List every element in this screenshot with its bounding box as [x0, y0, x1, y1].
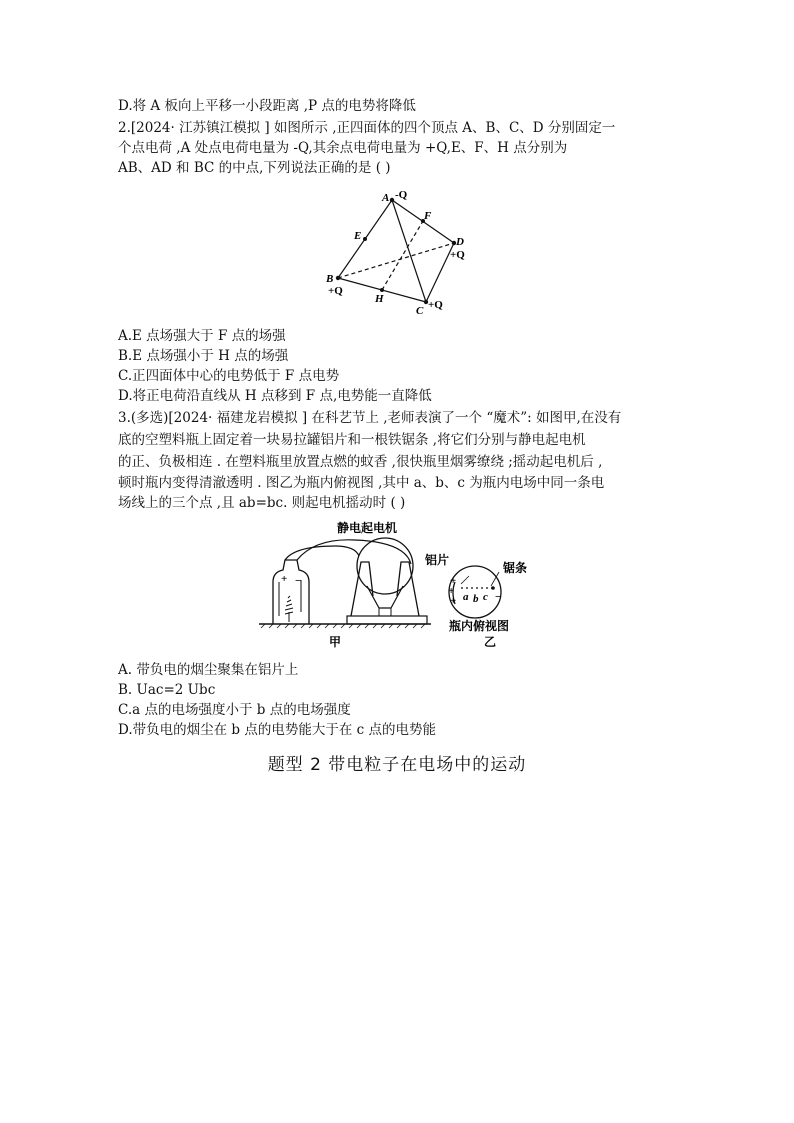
q3-stem-line-4: 顿时瓶内变得清澈透明 . 图乙为瓶内俯视图 ,其中 a、b、c 为瓶内电场中同一条电: [118, 475, 605, 491]
mosquito-coil-icon: [285, 596, 293, 622]
figure-jia-label: 甲: [329, 635, 342, 649]
q3-option-b: B. Uac=2 Ubc: [118, 682, 216, 698]
wire-negative: [297, 540, 411, 564]
wire-positive: [285, 546, 359, 560]
label-a: A: [382, 192, 390, 204]
tetrahedron-figure: [320, 186, 480, 320]
q2-stem-line-3: AB、AD 和 BC 的中点,下列说法正确的是 ( ): [118, 160, 391, 176]
point-e-dot: [363, 237, 367, 241]
machine-base: [347, 616, 427, 624]
figure-yi-label: 乙: [484, 635, 497, 649]
saw-label: 锯条: [503, 561, 528, 575]
q3-stem-line-2: 底的空塑料瓶上固定着一块易拉罐铝片和一根铁锯条 ,将它们分别与静电起电机: [118, 432, 586, 448]
machine-disc: [357, 538, 413, 594]
q3-stem-line-1: 3.(多选)[2024· 福建龙岩模拟 ] 在科艺节上 ,老师表演了一个 “魔术”: 如图甲,在没有: [118, 410, 622, 426]
label-a-charge: -Q: [395, 189, 408, 201]
q2-stem-line-1: 2.[2024· 江苏镇江模拟 ] 如图所示 ,正四面体的四个顶点 A、B、C、D 分别固定一: [118, 120, 616, 136]
minus-sign: −: [495, 591, 502, 603]
label-d-charge: +Q: [450, 249, 465, 261]
label-c: C: [416, 305, 424, 317]
point-a-label: a: [463, 591, 469, 603]
section-heading: 题型 2 带电粒子在电场中的运动: [267, 755, 527, 775]
q2-option-d: D.将正电荷沿直线从 H 点移到 F 点,电势能一直降低: [118, 388, 432, 404]
label-b: B: [326, 273, 334, 285]
point-b-label: b: [473, 593, 479, 605]
q2-option-a: A.E 点场强大于 F 点的场强: [118, 328, 286, 344]
q3-stem-line-3: 的正、负极相连 . 在塑料瓶里放置点燃的蚊香 ,很快瓶里烟雾缭绕 ;摇动起电机后 ,: [118, 454, 603, 470]
point-c-label: c: [483, 591, 488, 603]
aluminum-label: 铝片: [425, 553, 450, 567]
label-f: F: [424, 210, 432, 222]
top-view-label: 瓶内俯视图: [449, 619, 510, 633]
q3-option-c: C.a 点的电场强度小于 b 点的电场强度: [118, 702, 351, 718]
edge-ac: [392, 200, 426, 302]
label-c-charge: +Q: [428, 299, 443, 311]
q1-option-d: D.将 A 板向上平移一小段距离 ,P 点的电势将降低: [118, 98, 416, 114]
machine-label: 静电起电机: [337, 521, 398, 535]
label-d: D: [456, 236, 464, 248]
label-b-charge: +Q: [328, 285, 343, 297]
label-h: H: [375, 293, 384, 305]
edge-bd-hidden: [338, 243, 454, 278]
top-view-circle: [449, 566, 501, 618]
electrostatic-figure: [255, 516, 545, 650]
vertex-a-dot: [390, 198, 394, 202]
q2-stem-line-2: 个点电荷 ,A 处点电荷电量为 -Q,其余点电荷电量为 +Q,E、F、H 点分别为: [118, 140, 568, 156]
label-e: E: [354, 230, 362, 242]
q3-option-a: A. 带负电的烟尘聚集在铝片上: [118, 662, 299, 678]
plastic-bottle: [273, 560, 309, 624]
plus-sign-3: +: [450, 595, 457, 607]
point-h-dot: [380, 288, 384, 292]
plus-sign-2: +: [448, 585, 455, 597]
vertex-b-dot: [336, 276, 340, 280]
bottle-minus-sign: −: [295, 575, 302, 587]
q2-option-c: C.正四面体中心的电势低于 F 点电势: [118, 368, 340, 384]
q2-option-b: B.E 点场强小于 H 点的场强: [118, 348, 289, 364]
q3-stem-line-5: 场线上的三个点 ,且 ab=bc. 则起电机摇动时 ( ): [118, 495, 406, 511]
bottle-plus-sign: +: [281, 573, 288, 585]
q3-option-d: D.带负电的烟尘在 b 点的电势能大于在 c 点的电势能: [118, 722, 437, 738]
plus-sign-1: +: [450, 575, 457, 587]
